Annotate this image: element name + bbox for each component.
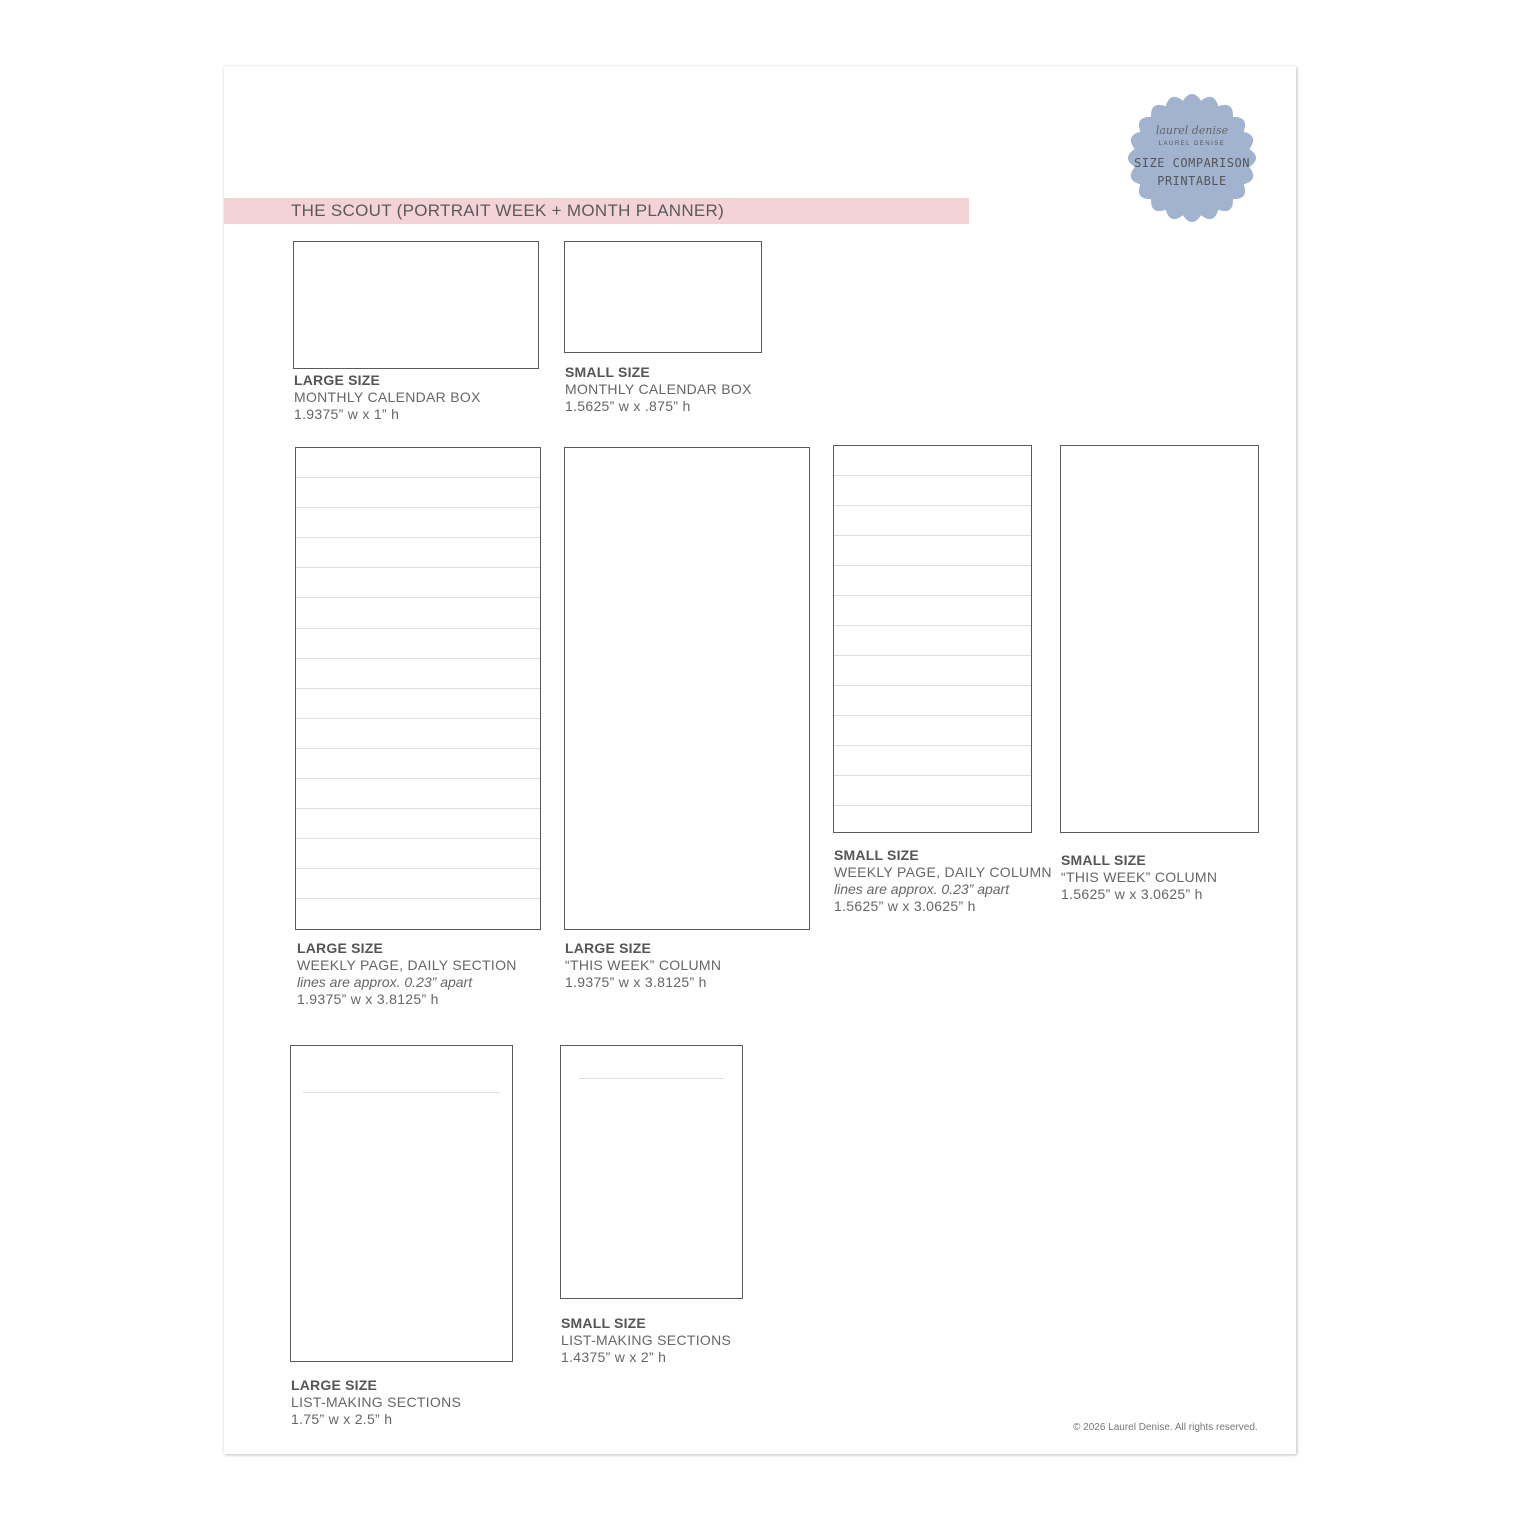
caption-large-this-week-column (565, 940, 721, 991)
caption-large-list-making-section (291, 1377, 461, 1428)
ruled-line (296, 597, 540, 598)
seal-signature: laurel denise (1155, 124, 1229, 137)
caption-name: LIST-MAKING SECTIONS (561, 1332, 732, 1348)
ruled-line (296, 838, 540, 839)
caption-dims: 1.9375” w x 3.8125” h (565, 974, 707, 990)
ruled-line (296, 507, 540, 508)
large-list-making-section (290, 1045, 513, 1362)
page-title: THE SCOUT (PORTRAIT WEEK + MONTH PLANNER) (291, 201, 725, 220)
copyright-notice: © 2026 Laurel Denise. All rights reserved. (1073, 1422, 1258, 1433)
small-this-week-column (1060, 445, 1259, 833)
caption-name: “THIS WEEK” COLUMN (565, 957, 722, 973)
caption-name: MONTHLY CALENDAR BOX (294, 389, 481, 405)
ruled-line (834, 685, 1031, 686)
caption-note: lines are approx. 0.23” apart (834, 881, 1010, 897)
seal-line-2: PRINTABLE (1157, 174, 1227, 188)
ruled-line (296, 808, 540, 809)
ruled-line (296, 658, 540, 659)
ruled-line (834, 805, 1031, 806)
caption-small-this-week-column (1061, 852, 1217, 903)
caption-dims: 1.4375” w x 2” h (561, 1349, 667, 1365)
caption-dims: 1.9375” w x 1” h (294, 406, 400, 422)
ruled-line (834, 775, 1031, 776)
caption-size: LARGE SIZE (297, 940, 384, 956)
small-monthly-calendar-box (564, 241, 762, 353)
title-band (224, 198, 969, 224)
ruled-line (296, 567, 540, 568)
caption-dims: 1.75” w x 2.5” h (291, 1411, 393, 1427)
caption-small-list-making-section (561, 1315, 731, 1366)
caption-large-monthly-calendar-box (294, 372, 481, 423)
caption-dims: 1.9375” w x 3.8125” h (297, 991, 439, 1007)
list-header-line (579, 1078, 724, 1079)
caption-dims: 1.5625” w x .875” h (565, 398, 691, 414)
size-comparison-seal (1124, 90, 1260, 226)
list-header-line (303, 1092, 500, 1093)
caption-size: LARGE SIZE (294, 372, 381, 388)
caption-small-weekly-daily-column (834, 847, 1052, 915)
printable-sheet (224, 66, 1296, 1454)
ruled-line (834, 505, 1031, 506)
ruled-line (296, 778, 540, 779)
ruled-line (296, 537, 540, 538)
large-weekly-daily-section (295, 447, 541, 930)
ruled-line (296, 898, 540, 899)
caption-name: LIST-MAKING SECTIONS (291, 1394, 462, 1410)
ruled-line (834, 745, 1031, 746)
ruled-line (834, 655, 1031, 656)
caption-dims: 1.5625” w x 3.0625” h (1061, 886, 1203, 902)
ruled-line (296, 748, 540, 749)
ruled-line (296, 688, 540, 689)
ruled-line (834, 565, 1031, 566)
large-monthly-calendar-box (293, 241, 539, 369)
caption-large-weekly-daily-section (297, 940, 517, 1008)
ruled-line (296, 628, 540, 629)
caption-note: lines are approx. 0.23” apart (297, 974, 473, 990)
caption-name: “THIS WEEK” COLUMN (1061, 869, 1218, 885)
ruled-line (834, 475, 1031, 476)
ruled-line (834, 595, 1031, 596)
caption-size: LARGE SIZE (565, 940, 652, 956)
caption-size: SMALL SIZE (834, 847, 919, 863)
large-this-week-column (564, 447, 810, 930)
caption-size: SMALL SIZE (1061, 852, 1146, 868)
caption-size: LARGE SIZE (291, 1377, 378, 1393)
small-weekly-daily-column (833, 445, 1032, 833)
ruled-line (834, 625, 1031, 626)
caption-name: WEEKLY PAGE, DAILY SECTION (297, 957, 517, 973)
small-list-making-section (560, 1045, 743, 1299)
caption-dims: 1.5625” w x 3.0625” h (834, 898, 976, 914)
seal-brand: LAUREL DENISE (1158, 141, 1226, 147)
seal-line-1: SIZE COMPARISON (1134, 156, 1250, 170)
caption-name: MONTHLY CALENDAR BOX (565, 381, 752, 397)
caption-size: SMALL SIZE (565, 364, 650, 380)
caption-name: WEEKLY PAGE, DAILY COLUMN (834, 864, 1052, 880)
ruled-line (834, 715, 1031, 716)
caption-size: SMALL SIZE (561, 1315, 646, 1331)
ruled-line (296, 868, 540, 869)
ruled-line (834, 535, 1031, 536)
ruled-line (296, 718, 540, 719)
ruled-line (296, 477, 540, 478)
caption-small-monthly-calendar-box (565, 364, 752, 415)
